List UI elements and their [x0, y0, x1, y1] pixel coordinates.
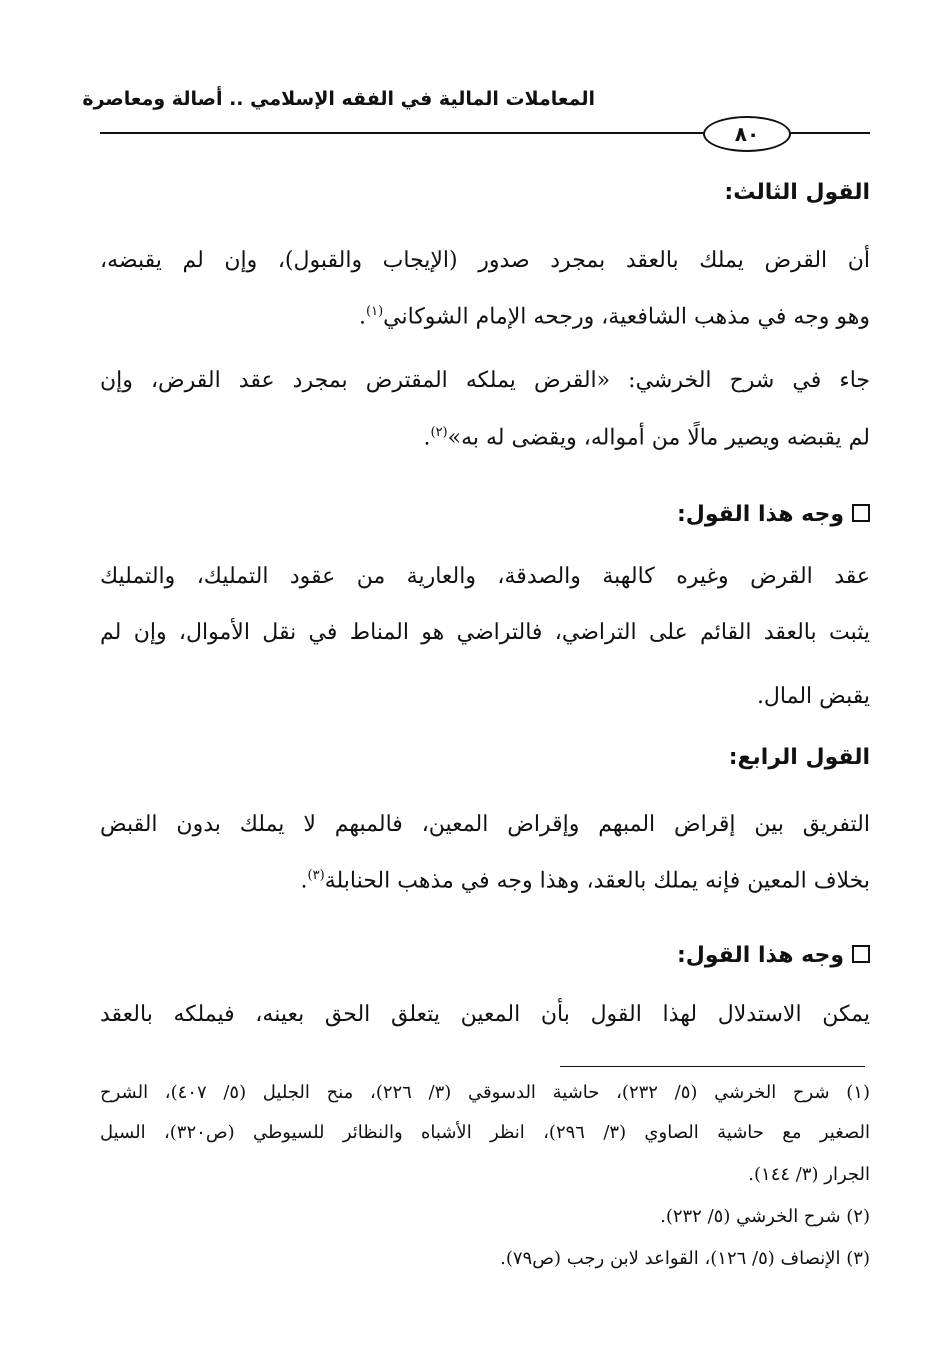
paragraph-line: يثبت بالعقد القائم على التراضي، فالتراضي هو المناط في نقل الأموال، وإن لم — [100, 620, 870, 645]
paragraph-line — [100, 868, 870, 893]
checkbox-square-icon — [852, 504, 870, 522]
fourth-opinion-heading: القول الرابع: — [728, 745, 870, 770]
reason-heading-text: وجه هذا القول: — [676, 502, 844, 527]
paragraph-line: جاء في شرح الخرشي: «القرض يملكه المقترض بمجرد عقد القرض، وإن — [100, 368, 870, 393]
reason-heading-text: وجه هذا القول: — [676, 943, 844, 968]
paragraph-end: . — [359, 304, 367, 330]
checkbox-square-icon — [852, 945, 870, 963]
footnote-line: الجرار (٣/ ١٤٤). — [748, 1164, 870, 1185]
reason-heading — [100, 502, 870, 527]
paragraph-text: بخلاف المعين فإنه يملك بالعقد، وهذا وجه في مذهب الحنابلة — [324, 868, 870, 894]
footnote-line: الصغير مع حاشية الصاوي (٣/ ٢٩٦)، انظر الأشباه والنظائر للسيوطي (ص٣٢٠)، السيل — [100, 1122, 870, 1143]
footnote-ref: (١) — [366, 304, 384, 319]
paragraph-line: يقبض المال. — [756, 684, 870, 709]
footnote-line: (٢) شرح الخرشي (٥/ ٢٣٢). — [660, 1206, 870, 1227]
paragraph-end: . — [423, 425, 431, 451]
footnote-line: (١) شرح الخرشي (٥/ ٢٣٢)، حاشية الدسوقي (٣/ ٢٢٦)، منح الجليل (٥/ ٤٠٧)، الشرح — [100, 1082, 870, 1103]
paragraph-line: يمكن الاستدلال لهذا القول بأن المعين يتعلق الحق بعينه، فيملكه بالعقد — [100, 1002, 870, 1027]
reason-heading — [100, 943, 870, 968]
running-title: المعاملات المالية في الفقه الإسلامي .. أصالة ومعاصرة — [82, 88, 595, 110]
third-opinion-heading: القول الثالث: — [724, 180, 870, 205]
footnote-ref: (٣) — [307, 868, 325, 883]
paragraph-end: . — [300, 868, 308, 894]
paragraph-line: عقد القرض وغيره كالهبة والصدقة، والعارية من عقود التمليك، والتمليك — [100, 564, 870, 589]
paragraph-line: أن القرض يملك بالعقد بمجرد صدور (الإيجاب والقبول)، وإن لم يقبضه، — [100, 248, 870, 273]
footnote-rule — [560, 1066, 865, 1067]
paragraph-line — [100, 304, 870, 329]
footnote-line: (٣) الإنصاف (٥/ ١٢٦)، القواعد لابن رجب (ص٧٩). — [500, 1248, 870, 1269]
page-number: ٨٠ — [703, 116, 791, 152]
footnote-ref: (٢) — [430, 425, 448, 440]
paragraph-text: وهو وجه في مذهب الشافعية، ورجحه الإمام الشوكاني — [383, 304, 870, 330]
paragraph-line — [100, 425, 870, 450]
paragraph-line: التفريق بين إقراض المبهم وإقراض المعين، فالمبهم لا يملك بدون القبض — [100, 812, 870, 837]
paragraph-text: لم يقبضه ويصير مالًا من أمواله، ويقضى له به» — [447, 425, 870, 451]
